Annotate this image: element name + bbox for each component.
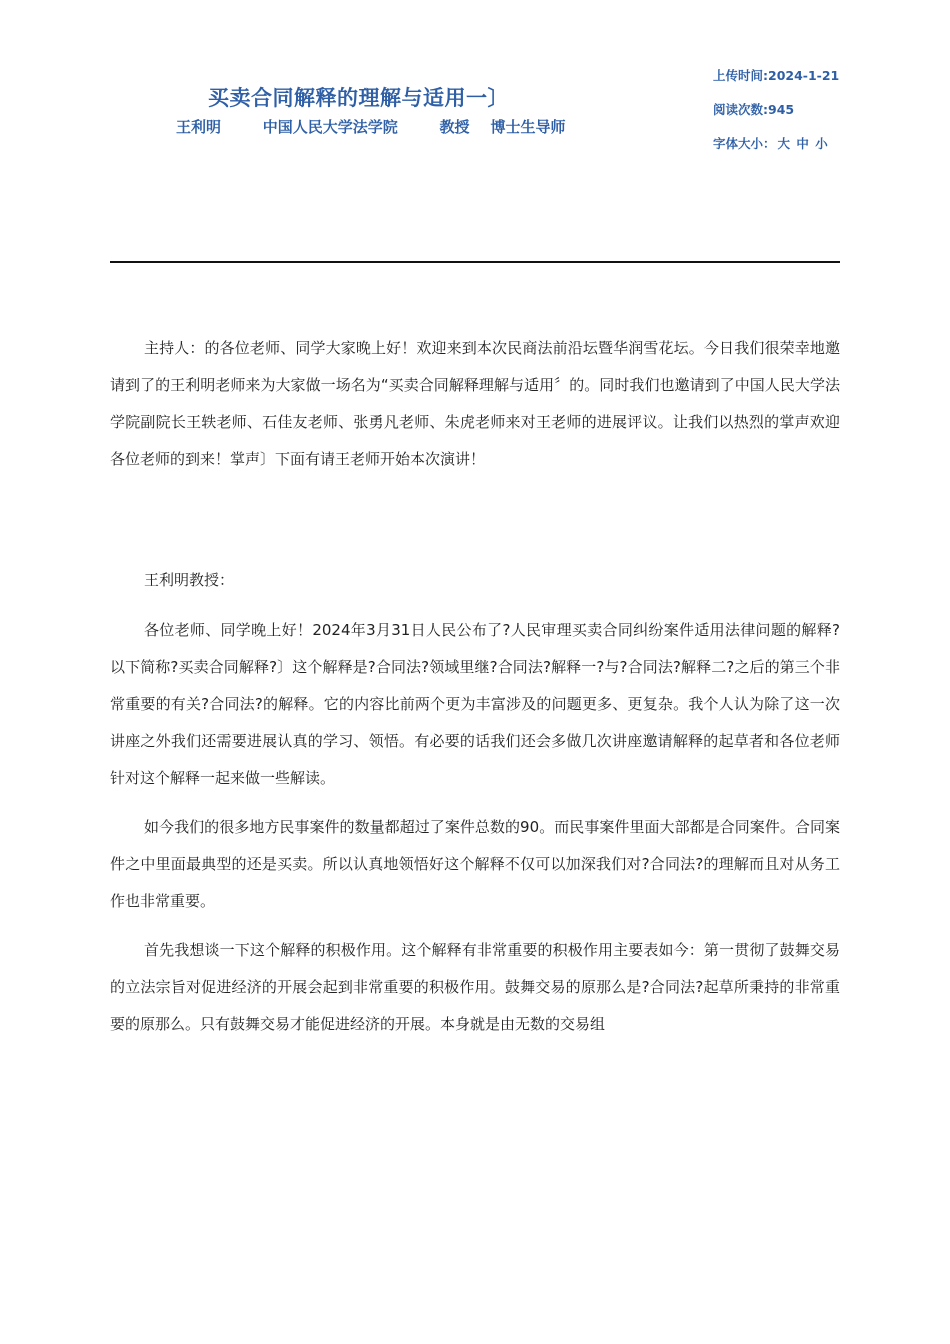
author-line: 王利明 中国人民大学法学院 教授 博士生导师 [176, 118, 566, 136]
body-paragraph-3: 首先我想谈一下这个解释的积极作用。这个解释有非常重要的积极作用主要表如今：第一贯彻了鼓舞交易的立法宗旨对促进经济的开展会起到非常重要的积极作用。鼓舞交易的原那么是?合同法?起草所秉持的非常重要的原那么。只有鼓舞交易才能促进经济的开展。本身就是由无数的交易组 [110, 941, 840, 1033]
article-meta [713, 66, 839, 168]
font-size-small-link[interactable]: 小 [815, 136, 828, 151]
article-body [110, 330, 840, 1043]
body-paragraph-2: 如今我们的很多地方民事案件的数量都超过了案件总数的90。而民事案件里面大部都是合同案件。合同案件之中里面最典型的还是买卖。所以认真地领悟好这个解释不仅可以加深我们对?合同法?的理解而且对从务工作也非常重要。 [110, 818, 840, 910]
upload-time: 上传时间:2024-1-21 [713, 68, 840, 83]
host-paragraph: 主持人：的各位老师、同学大家晚上好！欢迎来到本次民商法前沿坛暨华润雪花坛。今日我们很荣幸地邀请到了的王利明老师来为大家做一场名为“买卖合同解释理解与适用〞的。同时我们也邀请到了中国人民大学法学院副院长王轶老师、石佳友老师、张勇凡老师、朱虎老师来对王老师的进展评议。让我们以热烈的掌声欢迎各位老师的到来！掌声〕下面有请王老师开始本次演讲！ [110, 339, 840, 468]
font-size-control [713, 134, 839, 168]
read-count: 阅读次数:945 [713, 102, 795, 117]
font-size-large-link[interactable]: 大 [777, 136, 791, 151]
body-paragraph-1: 各位老师、同学晚上好！2024年3月31日人民公布了?人民审理买卖合同纠纷案件适用法律问题的解释?以下简称?买卖合同解释?〕这个解释是?合同法?领域里继?合同法?解释一?与?合同法?解释二?之后的第三个非常重要的有关?合同法?的解释。它的内容比前两个更为丰富涉及的问题更多、更复杂。我个人认为除了这一次讲座之外我们还需要进展认真的学习、领悟。有必要的话我们还会多做几次讲座邀请解释的起草者和各位老师针对这个解释一起来做一些解读。 [110, 621, 840, 787]
speaker-label: 王利明教授： [144, 571, 235, 589]
header-divider [110, 261, 840, 263]
article-title: 买卖合同解释的理解与适用一〕 [208, 86, 509, 110]
font-size-medium-link[interactable]: 中 [796, 136, 809, 151]
font-size-label: 字体大小： [713, 136, 776, 151]
